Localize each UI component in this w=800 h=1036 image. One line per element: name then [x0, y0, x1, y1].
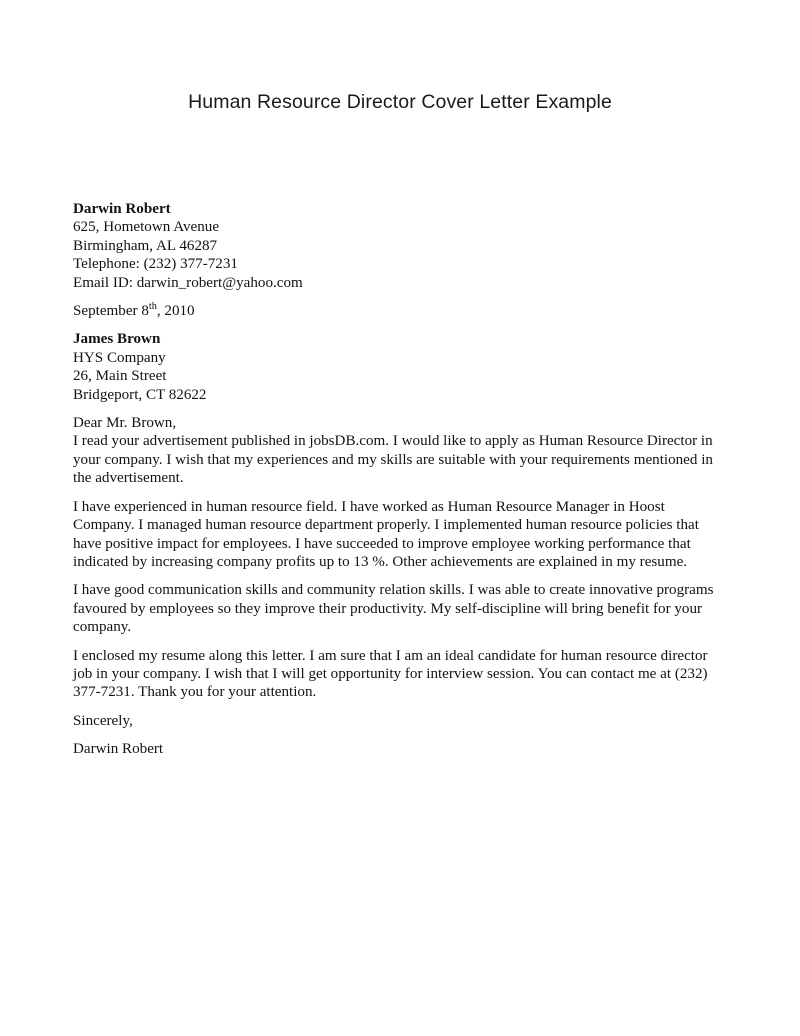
letter-date — [73, 302, 729, 320]
body-paragraph-3: I have good communication skills and community relation skills. I was able to create innovative programs favoured by employees so they improve their productivity. My self-discipline will bring benefit for your company. — [73, 582, 714, 636]
letter-content — [73, 200, 729, 759]
signature-name: Darwin Robert — [73, 741, 164, 758]
recipient-company: HYS Company — [73, 349, 166, 366]
page-title: Human Resource Director Cover Letter Example — [188, 91, 612, 113]
sender-address-line-1: 625, Hometown Avenue — [73, 219, 220, 236]
sender-email: Email ID: darwin_robert@yahoo.com — [73, 274, 303, 291]
closing-line: Sincerely, — [73, 712, 133, 729]
date-year: , 2010 — [156, 303, 195, 320]
recipient-name: James Brown — [73, 331, 161, 348]
recipient-address-line-1: 26, Main Street — [73, 368, 167, 385]
body-paragraph-2: I have experienced in human resource field. I have worked as Human Resource Manager in Hoost Company. I managed human resource department properly. I implemented human resource policies that have positive impact for employees. I have succeeded to improve employee working performance that indicated by increasing company profits up to 13 %. Other achievements are explained in my resume. — [73, 498, 699, 570]
salutation: Dear Mr. Brown, — [73, 415, 177, 432]
sender-address-block — [73, 200, 729, 292]
body-paragraph-4: I enclosed my resume along this letter. I am sure that I am an ideal candidate for human resource director job in your company. I wish that I will get opportunity for interview session. You can contact me at (232) 377-7231. Thank you for your attention. — [73, 647, 708, 701]
sender-address-line-2: Birmingham, AL 46287 — [73, 237, 218, 254]
date-line — [73, 302, 729, 320]
salutation-and-intro — [73, 414, 729, 488]
body-paragraph-1: I read your advertisement published in jobsDB.com. I would like to apply as Human Resource Director in your company. I wish that my experiences and my skills are suitable with your requirements mentioned in the advertisement. — [73, 433, 713, 487]
recipient-address-line-2: Bridgeport, CT 82622 — [73, 386, 207, 403]
date-ordinal-suffix: th — [148, 301, 157, 312]
recipient-address-block — [73, 330, 729, 404]
date-month-day: September 8 — [73, 303, 149, 320]
sender-telephone: Telephone: (232) 377-7231 — [73, 256, 238, 273]
sender-name: Darwin Robert — [73, 201, 171, 217]
